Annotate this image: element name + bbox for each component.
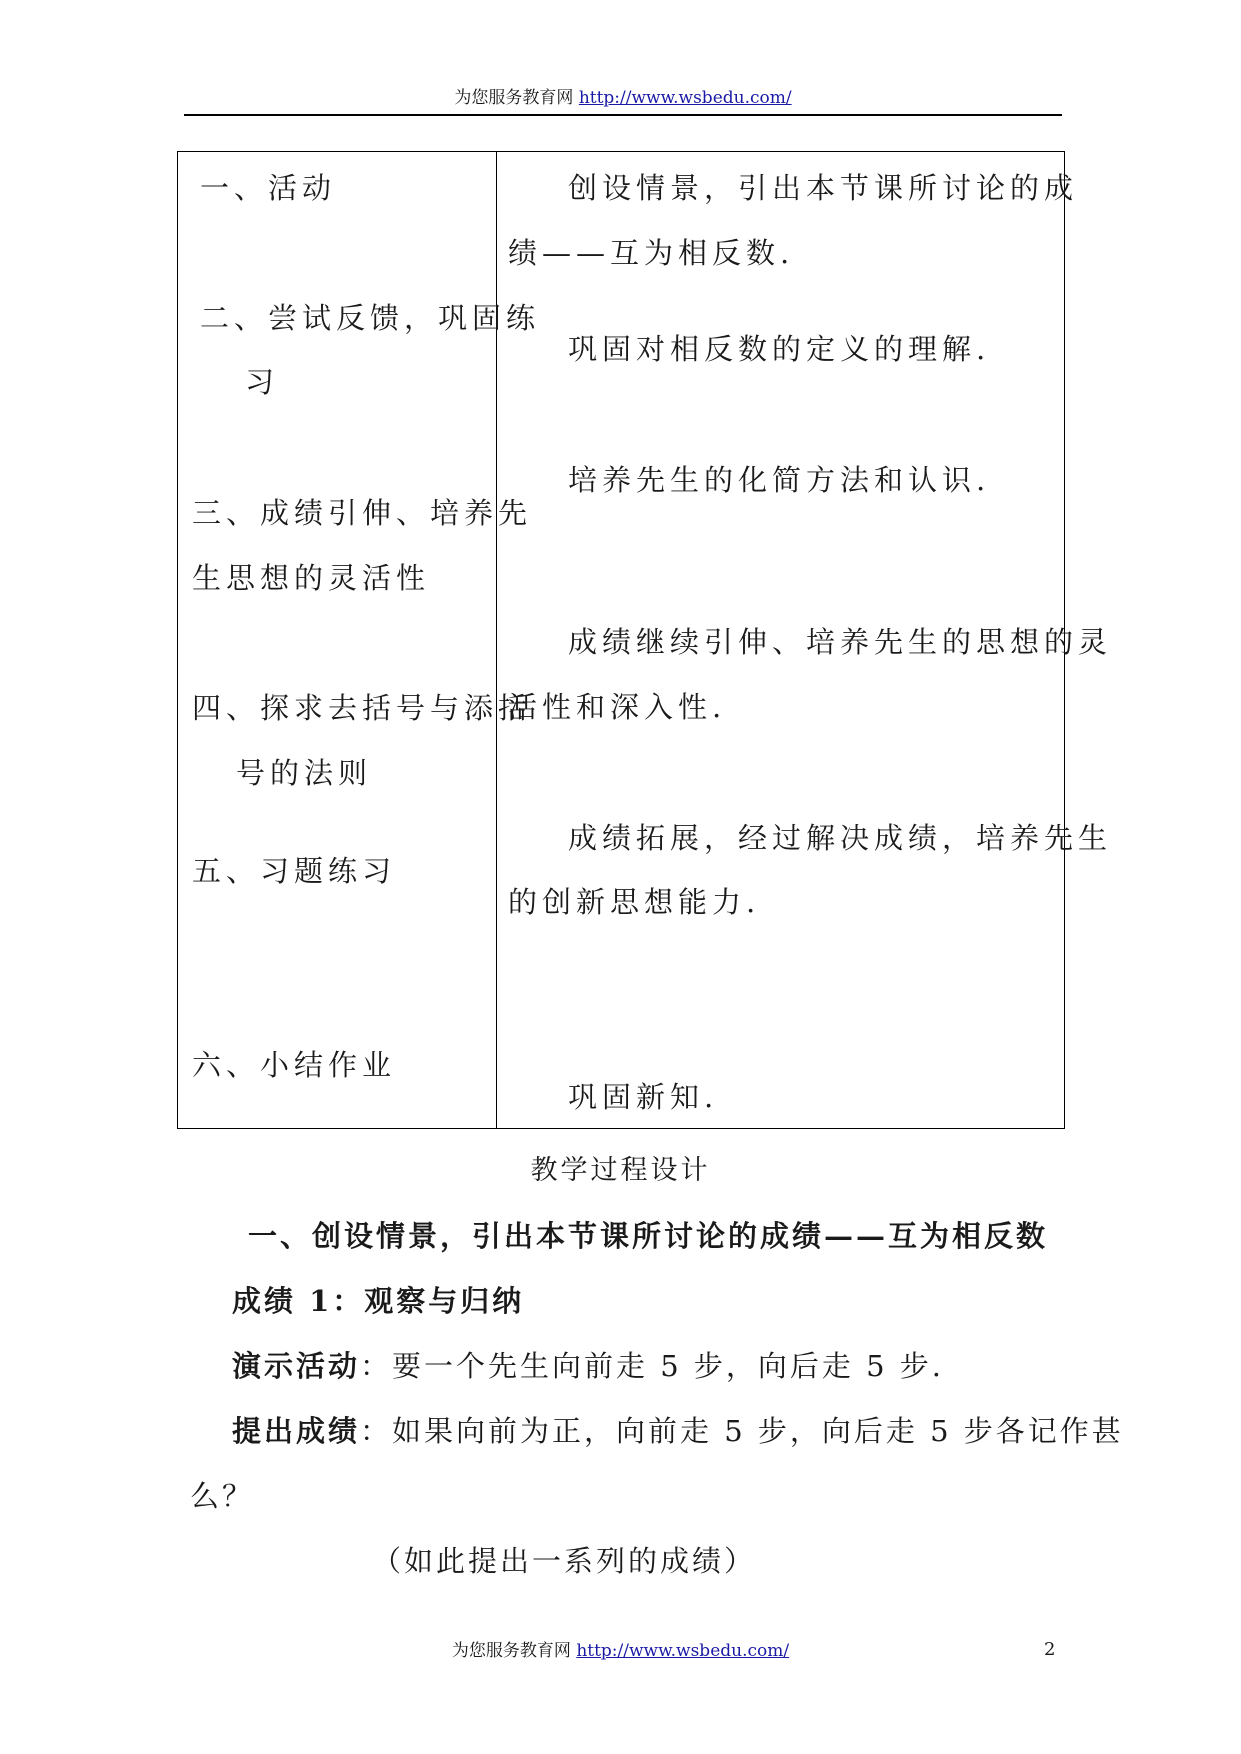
page-header: [184, 86, 1062, 110]
left-cell-2-cont: 习: [245, 365, 280, 399]
section-title: 教学过程设计: [530, 1155, 711, 1186]
note-line: （如此提出一系列的成绩）: [372, 1544, 757, 1578]
right-cell-6: 巩固新知.: [568, 1080, 719, 1114]
left-cell-4-cont: 号的法则: [236, 756, 373, 790]
demo-label: 演示活动: [232, 1349, 361, 1383]
activity-table: [177, 151, 1113, 1129]
demo-line: [232, 1344, 944, 1385]
footer-site-name: 为您服务教育网: [451, 1641, 571, 1661]
left-cell-1: 一、活动: [200, 171, 337, 205]
left-cell-3: 三、成绩引伸、培养先: [192, 496, 533, 530]
header-rule: [184, 114, 1062, 116]
right-cell-2: 巩固对相反数的定义的理解.: [568, 332, 991, 366]
left-cell-4: 四、探求去括号与添括: [192, 691, 533, 725]
footer-link[interactable]: http://www.wsbedu.com/: [576, 1641, 790, 1661]
right-cell-3: 培养先生的化简方法和认识.: [568, 463, 991, 497]
header-site-name: 为您服务教育网: [454, 88, 574, 108]
question-line: [232, 1409, 1124, 1450]
right-cell-5: 成绩拓展，经过解决成绩，培养先生: [568, 821, 1113, 855]
left-cell-3-cont: 生思想的灵活性: [192, 561, 431, 595]
page-number: 2: [1044, 1639, 1056, 1660]
left-cell-2: 二、尝试反馈，巩固练: [200, 301, 541, 335]
left-cell-6: 六、小结作业: [192, 1048, 397, 1082]
right-cell-4: 成绩继续引伸、培养先生的思想的灵: [568, 625, 1113, 659]
header-link[interactable]: http://www.wsbedu.com/: [578, 88, 792, 108]
left-cell-5: 五、习题练习: [192, 854, 397, 888]
content-heading: 一、创设情景，引出本节课所讨论的成绩——互为相反数: [248, 1219, 1049, 1253]
right-cell-1: 创设情景，引出本节课所讨论的成: [568, 171, 1079, 205]
right-cell-5-cont: 的创新思想能力.: [508, 885, 761, 919]
question-label: 提出成绩: [232, 1414, 361, 1448]
question-cont: 么？: [190, 1479, 255, 1513]
right-cell-1-cont: 绩——互为相反数.: [508, 236, 795, 270]
problem-label: 成绩 1：观察与归纳: [232, 1284, 525, 1318]
demo-text: ：要一个先生向前走 5 步，向后走 5 步.: [360, 1349, 945, 1383]
question-text: ：如果向前为正，向前走 5 步，向后走 5 步各记作甚: [360, 1414, 1124, 1448]
right-cell-4-cont: 活性和深入性.: [508, 690, 727, 724]
